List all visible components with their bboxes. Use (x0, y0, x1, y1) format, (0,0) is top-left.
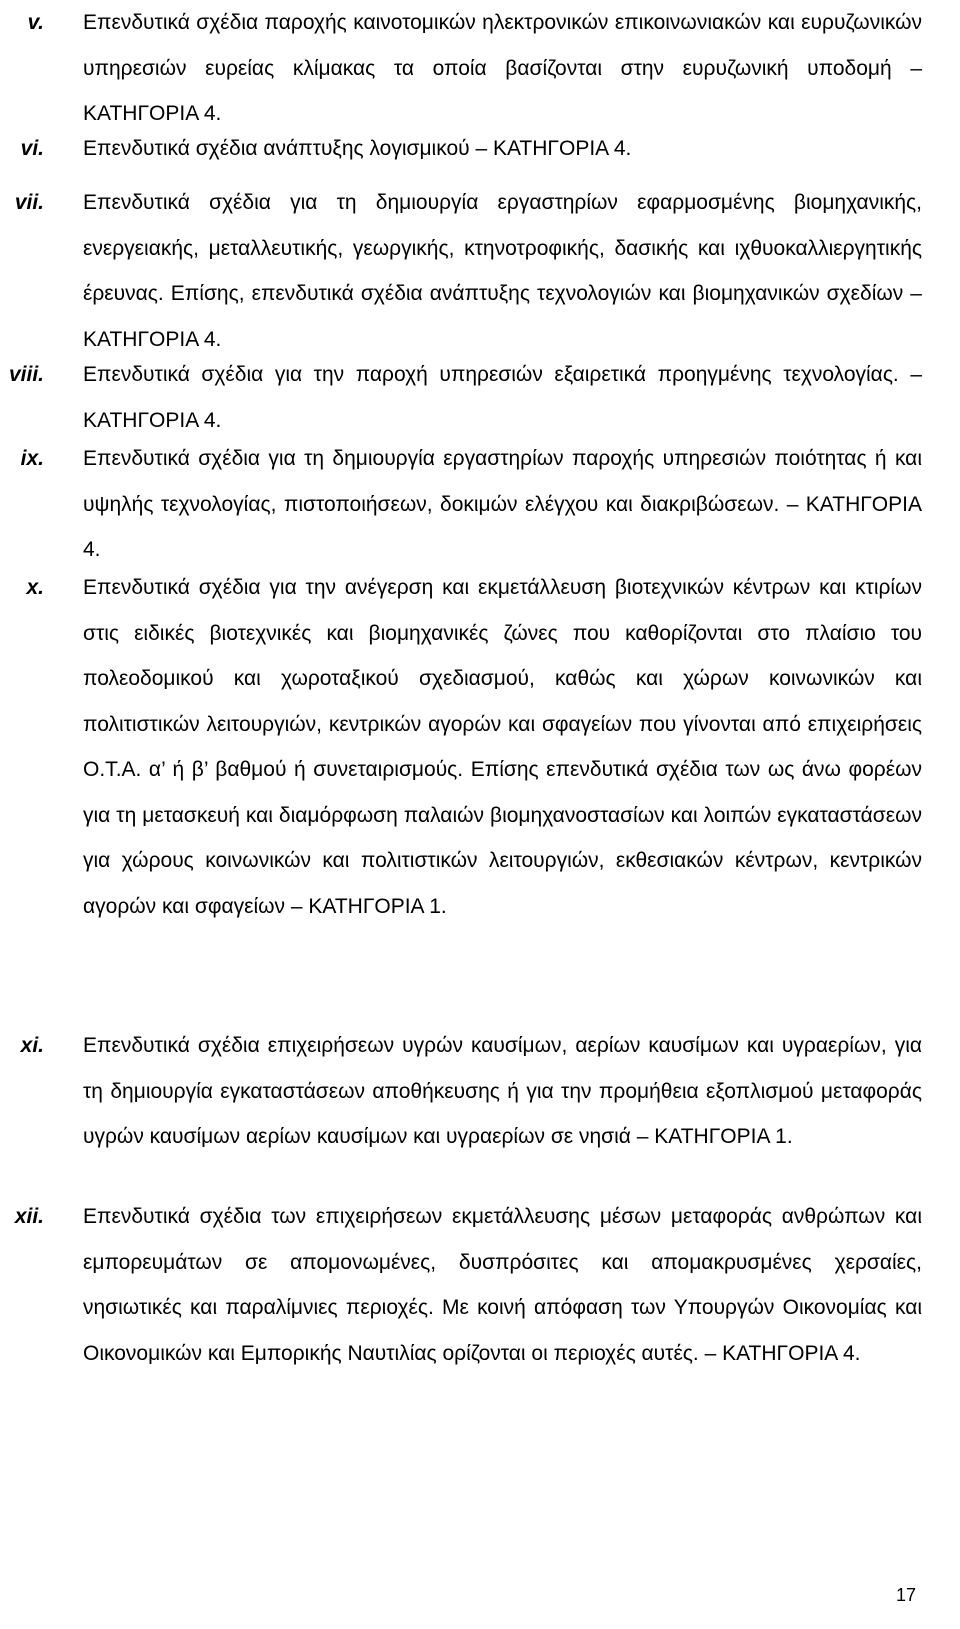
list-item-text: Επενδυτικά σχέδια για τη δημιουργία εργαστηρίων εφαρμοσμένης βιομηχανικής, ενεργειακής, μεταλλευτικής, γεωργικής, κτηνοτροφικής, δασικής και ιχθυοκαλλιεργητικής έρευνας. Επίσης, επενδυτικά σχέδια ανάπτυξης τεχνολογιών και βιομηχανικών σχεδίων – ΚΑΤΗΓΟΡΙΑ 4. (83, 191, 922, 351)
list-item-number: xii. (14, 1205, 44, 1228)
list-item-number: v. (27, 11, 44, 34)
list-item-text: Επενδυτικά σχέδια επιχειρήσεων υγρών καυσίμων, αερίων καυσίμων και υγραερίων, για τη δημιουργία εγκαταστάσεων αποθήκευσης ή για την προμήθεια εξοπλισμού μεταφοράς υγρών καυσίμων αερίων καυσίμων και υγραερίων σε νησιά – ΚΑΤΗΓΟΡΙΑ 1. (83, 1034, 922, 1148)
list-item-text: Επενδυτικά σχέδια των επιχειρήσεων εκμετάλλευσης μέσων μεταφοράς ανθρώπων και εμπορευμάτων σε απομονωμένες, δυσπρόσιτες και απομακρυσμένες χερσαίες, νησιωτικές και παραλίμνιες περιοχές. Με κοινή απόφαση των Υπουργών Οικονομίας και Οικονομικών και Εμπορικής Ναυτιλίας ορίζονται οι περιοχές αυτές. – ΚΑΤΗΓΟΡΙΑ 4. (83, 1205, 922, 1365)
list-item-number: ix. (20, 447, 44, 470)
list-item-text: Επενδυτικά σχέδια για την παροχή υπηρεσιών εξαιρετικά προηγμένης τεχνολογίας. – ΚΑΤΗΓΟΡΙΑ 4. (83, 363, 922, 432)
list-item-number: x. (26, 576, 44, 599)
list-item-text: Επενδυτικά σχέδια παροχής καινοτομικών ηλεκτρονικών επικοινωνιακών και ευρυζωνικών υπηρεσιών ευρείας κλίμακας τα οποία βασίζονται στην ευρυζωνική υποδομή – ΚΑΤΗΓΟΡΙΑ 4. (83, 11, 922, 125)
list-item-text: Επενδυτικά σχέδια για την ανέγερση και εκμετάλλευση βιοτεχνικών κέντρων και κτιρίων στις ειδικές βιοτεχνικές και βιομηχανικές ζώνες που καθορίζονται στο πλαίσιο του πολεοδομικού και χωροταξικού σχεδιασμού, καθώς και χώρων κοινωνικών και πολιτιστικών λειτουργιών, κεντρικών αγορών και σφαγείων που γίνονται από επιχειρήσεις Ο.Τ.Α. α’ ή β’ βαθμού ή συνεταιρισμούς. Επίσης επενδυτικά σχέδια των ως άνω φορέων για τη μετασκευή και διαμόρφωση παλαιών βιομηχανοστασίων και λοιπών εγκαταστάσεων για χώρους κοινωνικών και πολιτιστικών λειτουργιών, εκθεσιακών κέντρων, κεντρικών αγορών και σφαγείων – ΚΑΤΗΓΟΡΙΑ 1. (83, 576, 922, 918)
list-item-number: vi. (20, 137, 44, 160)
list-item-number: vii. (14, 191, 44, 214)
list-item-text: Επενδυτικά σχέδια ανάπτυξης λογισμικού – ΚΑΤΗΓΟΡΙΑ 4. (83, 137, 632, 160)
list-item-number: viii. (8, 363, 44, 386)
page-number: 17 (895, 1585, 916, 1605)
list-item-text: Επενδυτικά σχέδια για τη δημιουργία εργαστηρίων παροχής υπηρεσιών ποιότητας ή και υψηλής τεχνολογίας, πιστοποιήσεων, δοκιμών ελέγχου και διακριβώσεων. – ΚΑΤΗΓΟΡΙΑ 4. (83, 447, 922, 561)
list-item-number: xi. (20, 1034, 44, 1057)
